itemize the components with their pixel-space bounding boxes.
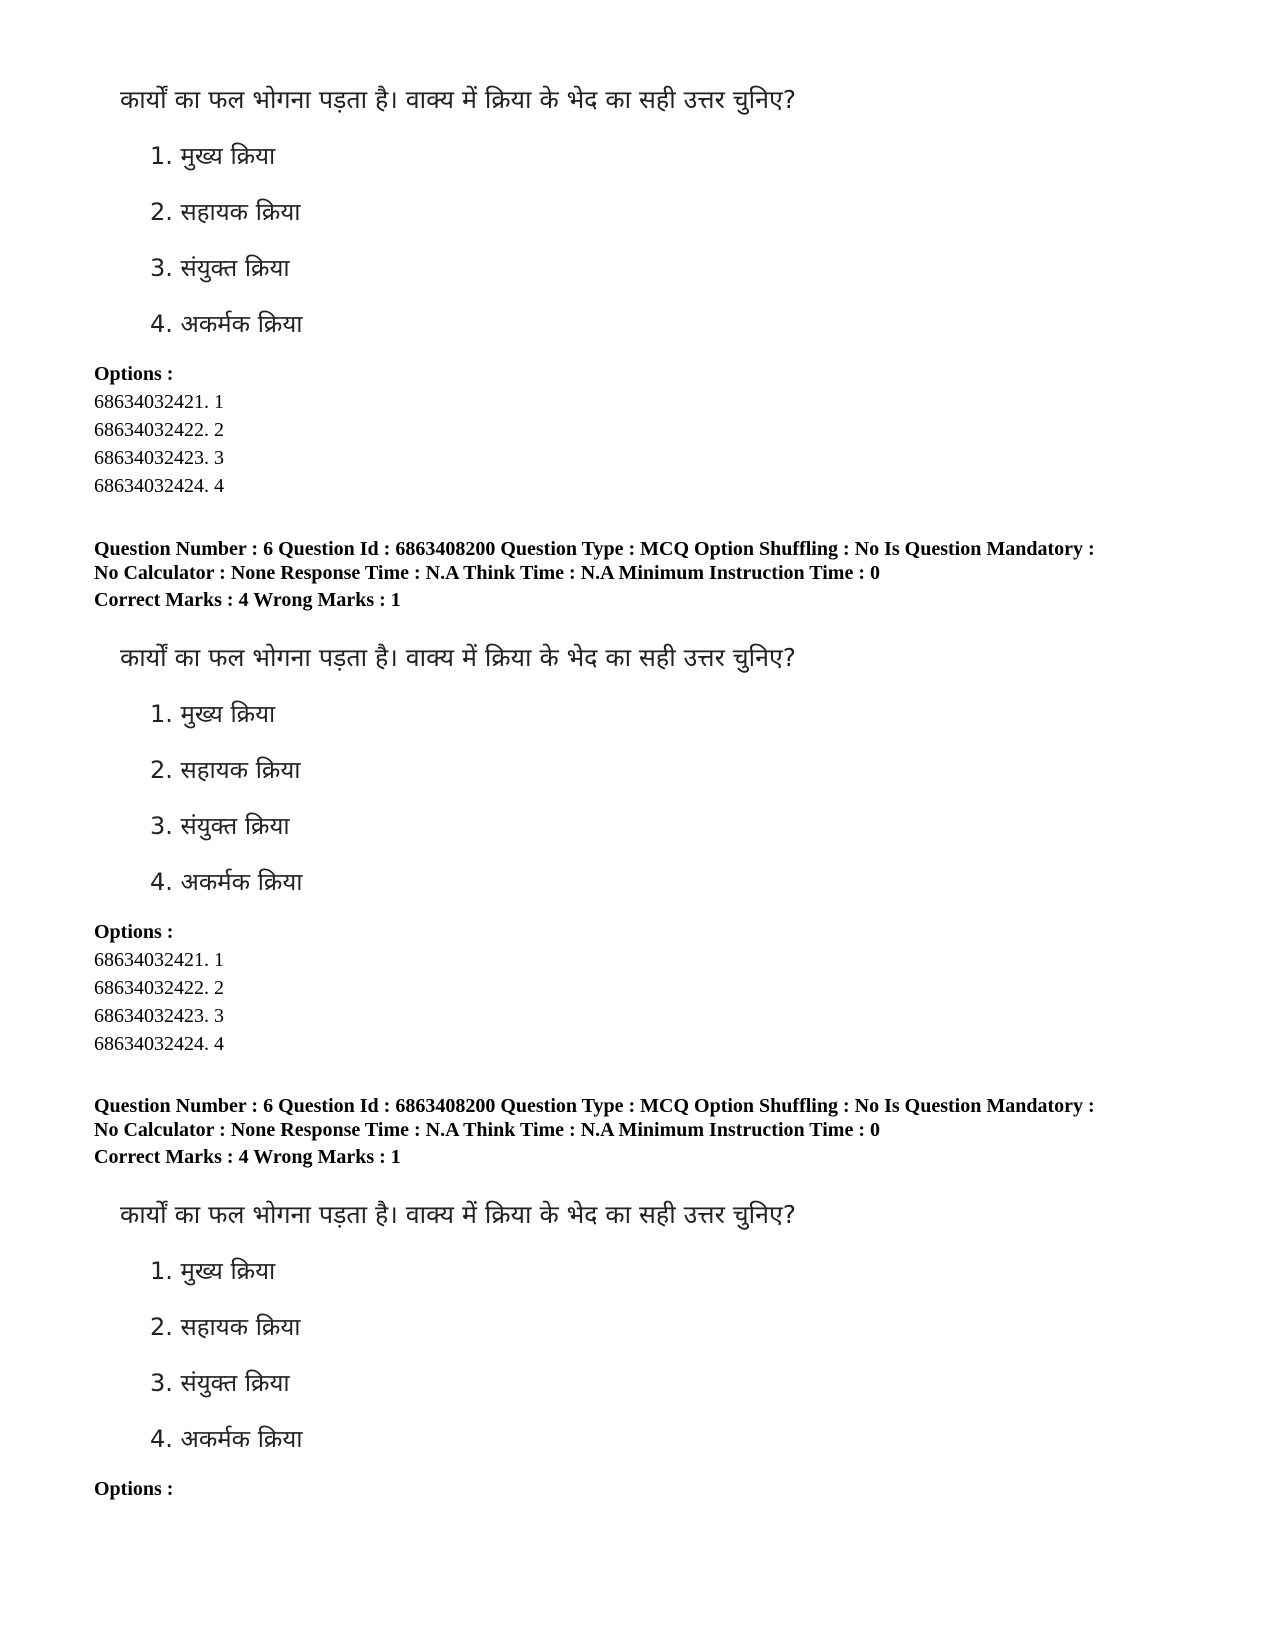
meta-line-2: No Calculator : None Response Time : N.A Think Time : N.A Minimum Instruction Time : 0 xyxy=(94,562,880,584)
marks-line: Correct Marks : 4 Wrong Marks : 1 xyxy=(94,589,401,611)
choice-3: 3. संयुक्त क्रिया xyxy=(150,254,290,282)
choice-4: 4. अकर्मक क्रिया xyxy=(150,1425,303,1453)
question-meta xyxy=(94,1094,1214,1142)
option-1: 68634032421. 1 xyxy=(94,949,224,971)
option-3: 68634032423. 3 xyxy=(94,447,224,469)
question-stem: कार्यों का फल भोगना पड़ता है। वाक्य में क्रिया के भेद का सही उत्तर चुनिए? xyxy=(120,643,797,672)
options-label: Options : xyxy=(94,1478,174,1500)
choice-2: 2. सहायक क्रिया xyxy=(150,756,301,784)
option-4: 68634032424. 4 xyxy=(94,1033,224,1055)
question-stem: कार्यों का फल भोगना पड़ता है। वाक्य में क्रिया के भेद का सही उत्तर चुनिए? xyxy=(120,85,797,114)
question-stem: कार्यों का फल भोगना पड़ता है। वाक्य में क्रिया के भेद का सही उत्तर चुनिए? xyxy=(120,1200,797,1229)
options-label: Options : xyxy=(94,363,174,385)
choice-1: 1. मुख्य क्रिया xyxy=(150,700,276,728)
option-4: 68634032424. 4 xyxy=(94,475,224,497)
option-2: 68634032422. 2 xyxy=(94,977,224,999)
choice-3: 3. संयुक्त क्रिया xyxy=(150,812,290,840)
choice-3: 3. संयुक्त क्रिया xyxy=(150,1369,290,1397)
option-1: 68634032421. 1 xyxy=(94,391,224,413)
choice-1: 1. मुख्य क्रिया xyxy=(150,142,276,170)
choice-2: 2. सहायक क्रिया xyxy=(150,1313,301,1341)
options-label: Options : xyxy=(94,921,174,943)
question-meta xyxy=(94,537,1214,585)
option-2: 68634032422. 2 xyxy=(94,419,224,441)
marks-line: Correct Marks : 4 Wrong Marks : 1 xyxy=(94,1146,401,1168)
choice-4: 4. अकर्मक क्रिया xyxy=(150,310,303,338)
choice-4: 4. अकर्मक क्रिया xyxy=(150,868,303,896)
choice-1: 1. मुख्य क्रिया xyxy=(150,1257,276,1285)
meta-line-1: Question Number : 6 Question Id : 6863408200 Question Type : MCQ Option Shuffling : No Is Question Mandatory : xyxy=(94,1095,1095,1117)
meta-line-2: No Calculator : None Response Time : N.A Think Time : N.A Minimum Instruction Time : 0 xyxy=(94,1119,880,1141)
option-3: 68634032423. 3 xyxy=(94,1005,224,1027)
meta-line-1: Question Number : 6 Question Id : 6863408200 Question Type : MCQ Option Shuffling : No Is Question Mandatory : xyxy=(94,538,1095,560)
choice-2: 2. सहायक क्रिया xyxy=(150,198,301,226)
